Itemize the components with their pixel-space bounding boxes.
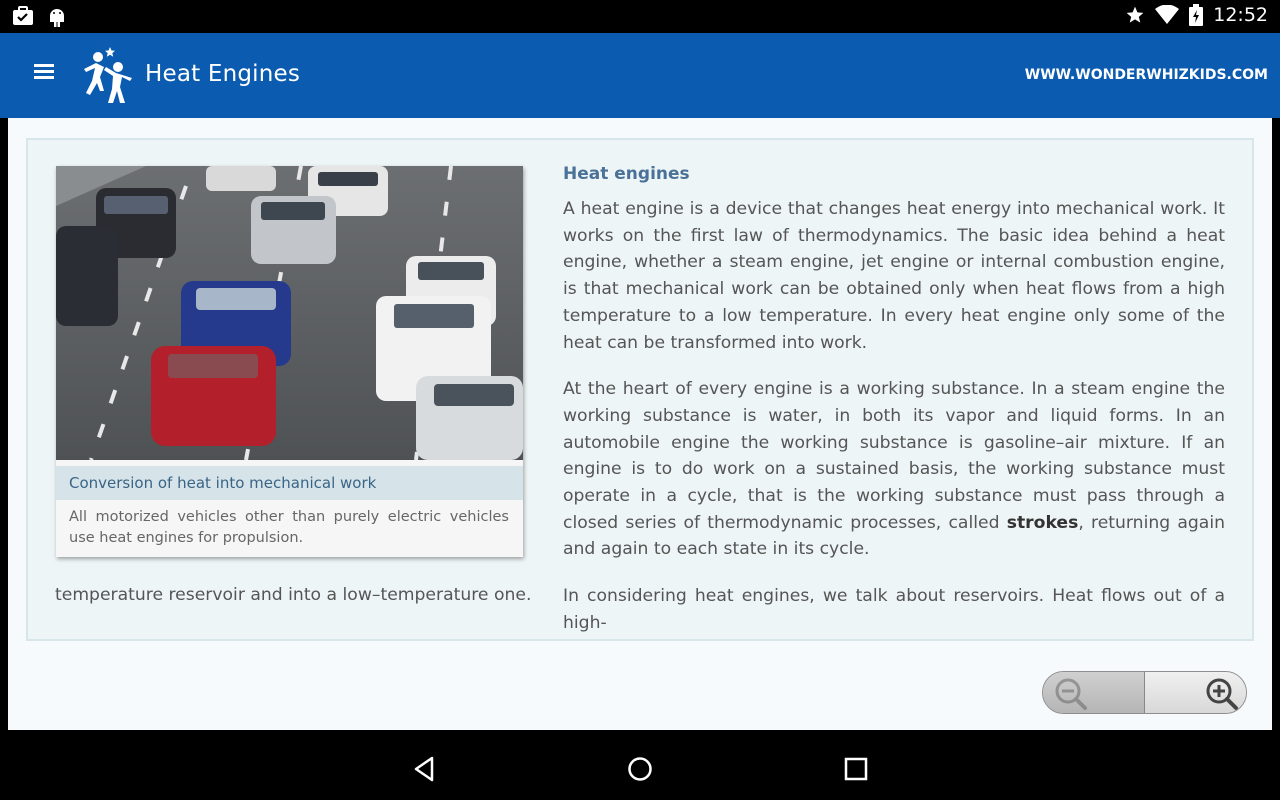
figure-caption-title: Conversion of heat into mechanical work — [56, 466, 523, 500]
figure-caption-text: All motorized vehicles other than purely electric vehicles use heat engines for propulsion. — [69, 509, 509, 546]
page-title: Heat Engines — [145, 61, 301, 87]
battery-icon — [1189, 4, 1203, 26]
status-bar — [0, 0, 1280, 33]
paragraph-1: A heat engine is a device that changes heat energy into mechanical work. It works on the first law of thermodynamics. The basic idea behind a heat engine, whether a steam engine, jet engine or internal combustion engine, is that mechanical work can be obtained only when heat flows from a high temperature to a low temperature. In every heat engine only some of the heat can be transformed into work. — [563, 199, 1225, 353]
clock: 12:52 — [1213, 4, 1268, 26]
zoom-in-button[interactable] — [1145, 672, 1246, 713]
zoom-control — [1042, 671, 1247, 714]
navigation-bar — [0, 736, 1280, 800]
zoom-out-icon — [1051, 674, 1091, 714]
paragraph-3-line-1: In considering heat engines, we talk about reservoirs. Heat flows out of a high- — [563, 586, 1225, 633]
article — [563, 164, 1225, 657]
traffic-photo — [56, 166, 523, 460]
paragraph-2: At the heart of every engine is a working substance. In a steam engine the working substance is water, in both its vapor and liquid forms. In an automobile engine the working substance is gasoline–air mixture. If an engine is to do work on a sustained basis, the working substance must operate in a cycle, that is the working substance must pass through a closed series of thermodynamic processes, called strokes, returning again and again to each state in its cycle. — [563, 379, 1226, 560]
wonderwhizkids-logo — [78, 45, 140, 107]
wifi-icon — [1155, 5, 1179, 25]
home-icon[interactable] — [625, 754, 655, 784]
section-heading: Heat engines — [563, 164, 690, 184]
zoom-out-button[interactable] — [1043, 672, 1145, 713]
figure — [56, 166, 523, 557]
app-bar — [0, 33, 1280, 118]
paragraph-3-line-2: temperature reservoir and into a low–temperature one. — [55, 585, 532, 605]
zoom-in-icon — [1202, 674, 1242, 714]
hamburger-menu-icon[interactable] — [30, 61, 58, 89]
star-icon — [1125, 5, 1145, 25]
back-icon[interactable] — [410, 754, 440, 784]
android-icon — [48, 6, 66, 28]
strokes-term: strokes — [1006, 512, 1079, 533]
briefcase-check-icon — [12, 6, 34, 26]
website-link[interactable]: WWW.WONDERWHIZKIDS.COM — [1024, 67, 1268, 83]
recents-icon[interactable] — [841, 754, 871, 784]
